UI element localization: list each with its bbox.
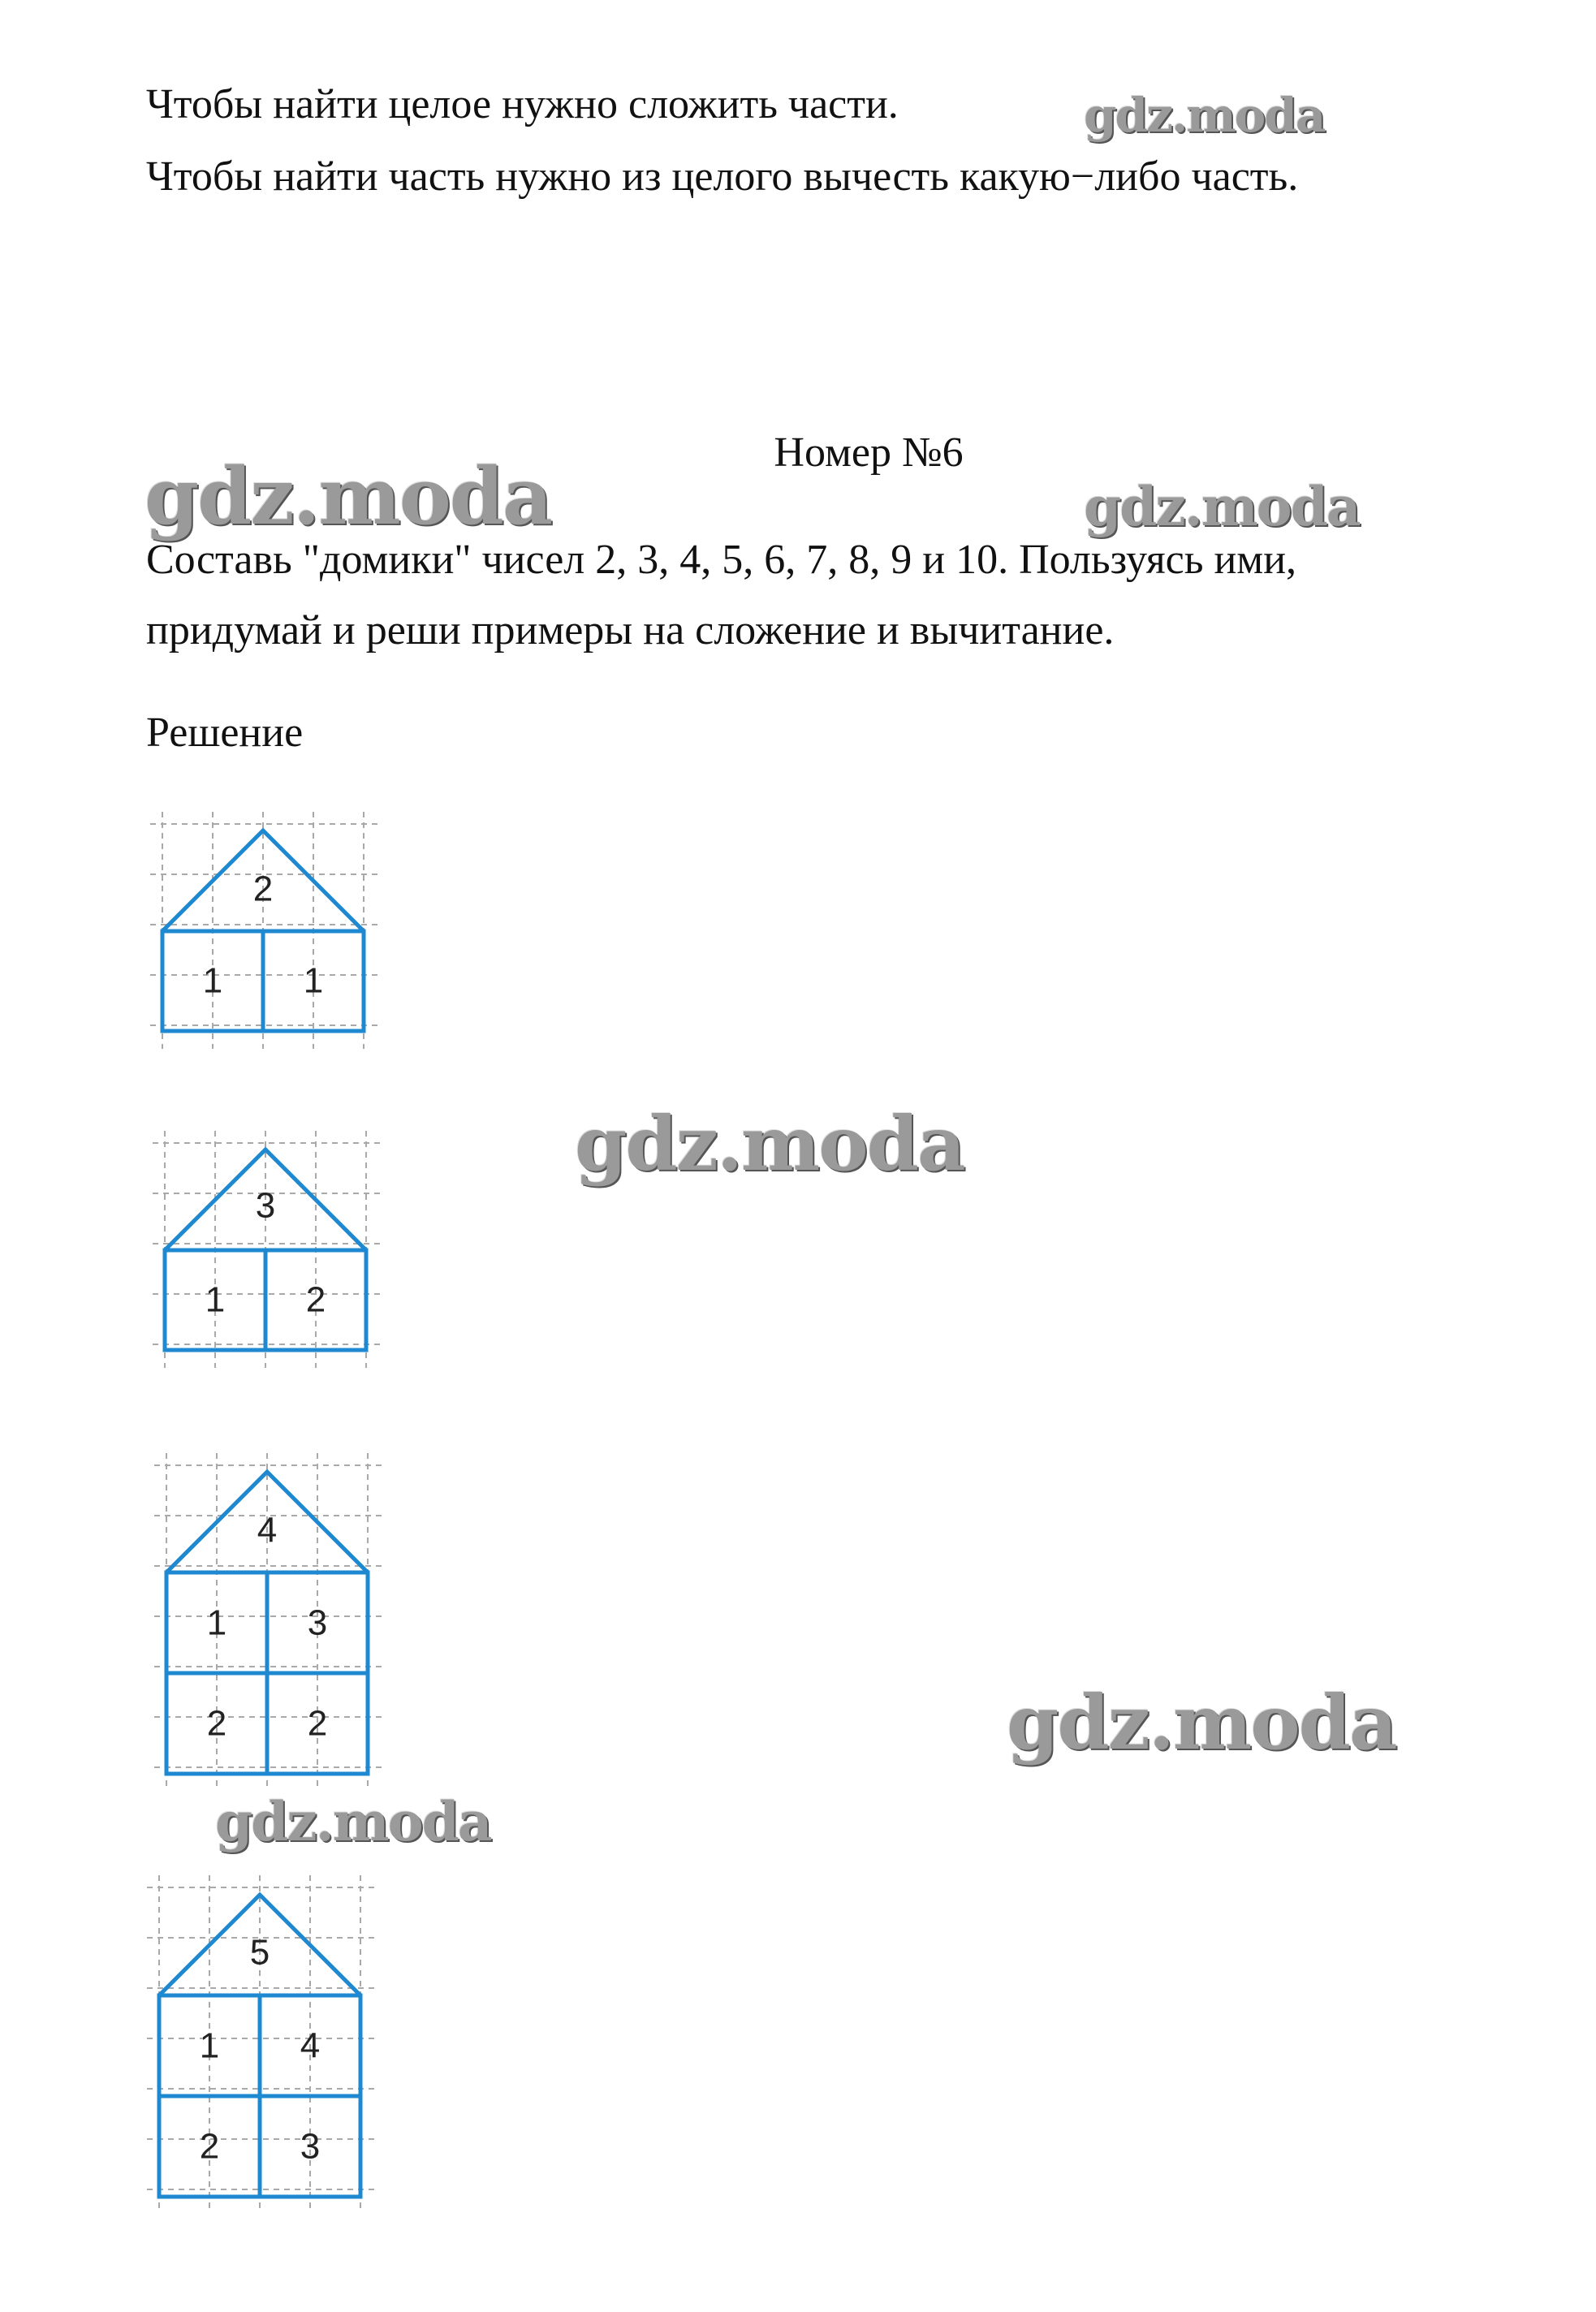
watermark: gdz.moda [1007, 1679, 1396, 1766]
watermark: gdz.moda [145, 451, 552, 542]
house-cell-number: 2 [199, 2126, 220, 2167]
watermark: gdz.moda [1084, 88, 1325, 143]
house-roof-number: 2 [252, 869, 274, 909]
task-text-line-1: Составь "домики" чисел 2, 3, 4, 5, 6, 7, 8, 9 и 10. Пользуясь ими, [146, 537, 1297, 583]
rule-part: Чтобы найти часть нужно из целого вычесть какую−либо часть. [146, 153, 1299, 200]
house-cell-number: 1 [202, 960, 223, 1001]
number-house-4 [154, 1453, 390, 1794]
number-house-3 [153, 1131, 388, 1374]
house-cell-number: 3 [307, 1602, 328, 1643]
number-house-2 [150, 812, 386, 1055]
house-cell-number: 1 [199, 2025, 220, 2066]
house-roof-number: 4 [257, 1510, 278, 1551]
house-roof-number: 5 [249, 1932, 270, 1973]
house-cell-number: 4 [300, 2025, 321, 2066]
house-cell-number: 3 [300, 2126, 321, 2167]
house-cell-number: 2 [307, 1703, 328, 1744]
house-cell-number: 2 [206, 1703, 227, 1744]
rule-whole: Чтобы найти целое нужно сложить части. [146, 81, 899, 127]
watermark: gdz.moda [575, 1100, 964, 1188]
house-cell-number: 1 [206, 1602, 227, 1643]
number-house-5 [147, 1875, 382, 2216]
solution-label: Решение [146, 710, 304, 756]
house-cell-number: 1 [205, 1279, 226, 1320]
task-number: Номер №6 [774, 429, 964, 476]
house-cell-number: 2 [305, 1279, 326, 1320]
task-text-line-2: придумай и реши примеры на сложение и вычитание. [146, 607, 1115, 653]
watermark: gdz.moda [215, 1790, 491, 1853]
watermark: gdz.moda [1084, 475, 1360, 538]
house-cell-number: 1 [303, 960, 324, 1001]
house-roof-number: 3 [255, 1185, 276, 1226]
